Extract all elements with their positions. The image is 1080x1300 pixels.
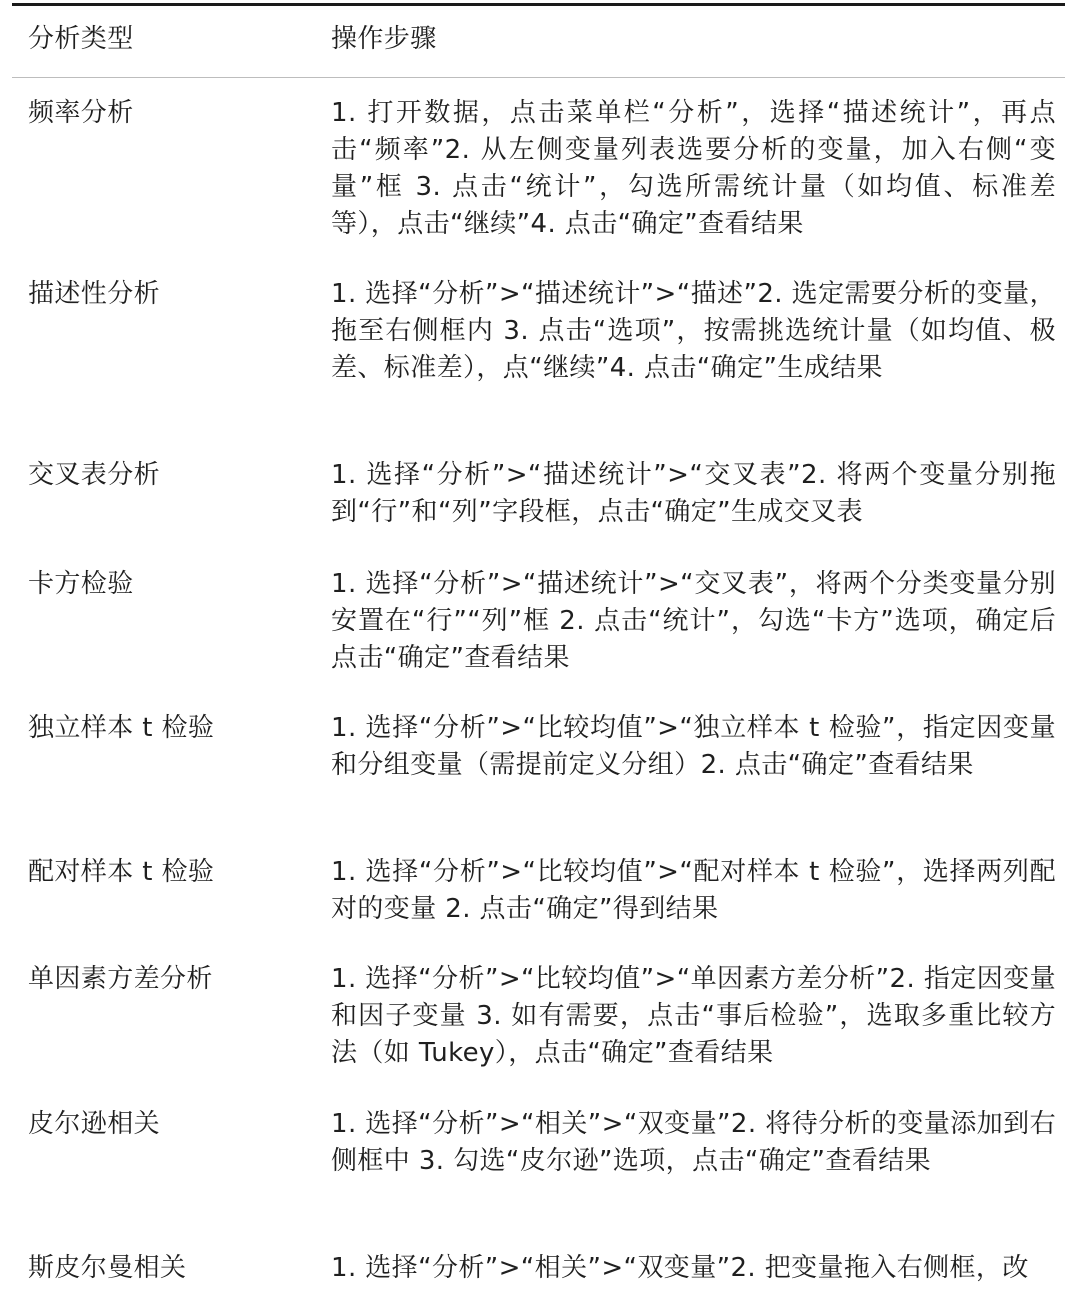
header-operation-steps: 操作步骤 [331,24,437,54]
row-type-chi-square: 卡方检验 [28,569,134,599]
row-type-frequency: 频率分析 [28,98,134,128]
row-steps-independent-t: 1. 选择“分析”>“比较均值”>“独立样本 t 检验”，指定因变量和分组变量（需提前定义分组）2. 点击“确定”查看结果 [331,713,1056,780]
header-divider [12,77,1065,78]
row-type-one-way-anova: 单因素方差分析 [28,964,213,994]
row-type-pearson: 皮尔逊相关 [28,1109,161,1139]
row-steps-chi-square: 1. 选择“分析”>“描述统计”>“交叉表”，将两个分类变量分别安置在“行”“列”框 2. 点击“统计”，勾选“卡方”选项，确定后点击“确定”查看结果 [331,569,1056,673]
row-steps-spearman: 1. 选择“分析”>“相关”>“双变量”2. 把变量拖入右侧框，改 [331,1253,1029,1283]
row-type-independent-t: 独立样本 t 检验 [28,713,215,743]
row-steps-descriptive: 1. 选择“分析”>“描述统计”>“描述”2. 选定需要分析的变量，拖至右侧框内 3. 点击“选项”，按需挑选统计量（如均值、极差、标准差），点“继续”4. 点击“确定”生成结果 [331,279,1056,383]
row-type-spearman: 斯皮尔曼相关 [28,1253,187,1283]
header-analysis-type: 分析类型 [28,24,134,54]
row-steps-one-way-anova: 1. 选择“分析”>“比较均值”>“单因素方差分析”2. 指定因变量和因子变量 3. 如有需要，点击“事后检验”，选取多重比较方法（如 Tukey），点击“确定”查看结果 [331,964,1056,1068]
row-type-paired-t: 配对样本 t 检验 [28,857,215,887]
row-type-crosstab: 交叉表分析 [28,460,161,490]
row-steps-crosstab: 1. 选择“分析”>“描述统计”>“交叉表”2. 将两个变量分别拖到“行”和“列”字段框，点击“确定”生成交叉表 [331,460,1056,527]
row-steps-pearson: 1. 选择“分析”>“相关”>“双变量”2. 将待分析的变量添加到右侧框中 3. 勾选“皮尔逊”选项，点击“确定”查看结果 [331,1109,1056,1176]
row-steps-paired-t: 1. 选择“分析”>“比较均值”>“配对样本 t 检验”，选择两列配对的变量 2. 点击“确定”得到结果 [331,857,1056,924]
row-steps-frequency: 1. 打开数据，点击菜单栏“分析”，选择“描述统计”，再点击“频率”2. 从左侧变量列表选要分析的变量，加入右侧“变量”框 3. 点击“统计”，勾选所需统计量（如均值、标准差等），点击“继续”4. 点击“确定”查看结果 [331,98,1056,239]
table-top-rule [12,3,1065,6]
row-type-descriptive: 描述性分析 [28,279,161,309]
